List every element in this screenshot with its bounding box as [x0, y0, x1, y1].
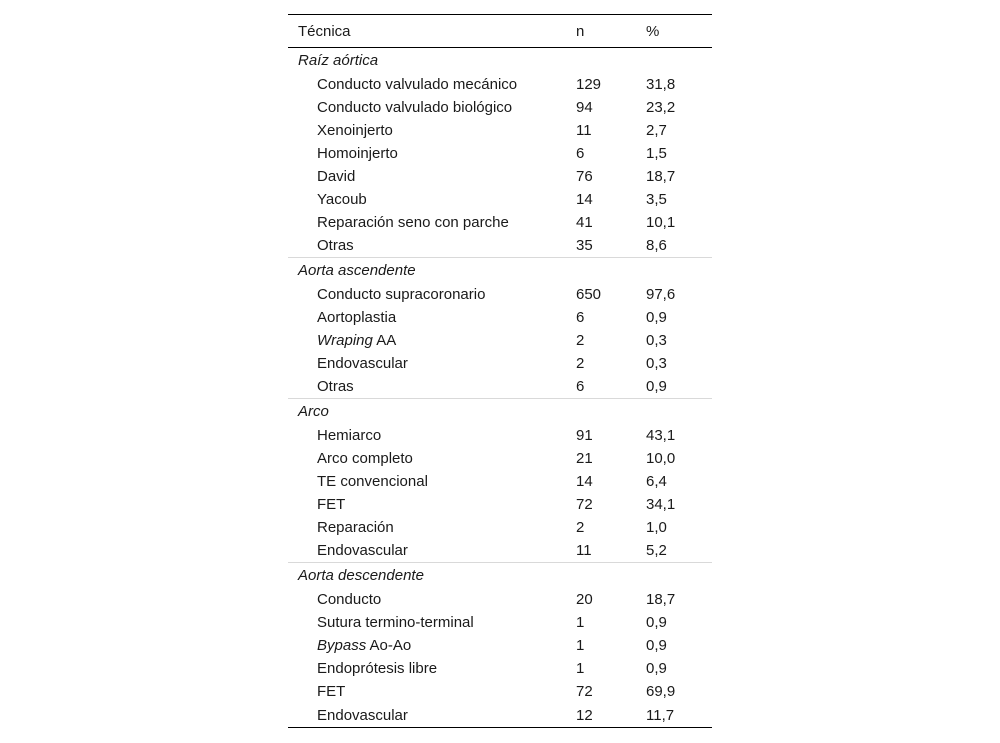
table-row: [288, 703, 712, 728]
row-label: [288, 634, 576, 657]
row-pct: 31,8: [646, 76, 676, 93]
table-row: [288, 588, 712, 611]
row-label: Arco completo: [317, 450, 413, 467]
group-title: Aorta ascendente: [288, 258, 712, 284]
row-label: Reparación: [317, 519, 394, 536]
row-label: Reparación seno con parche: [317, 214, 509, 231]
row-label: TE convencional: [317, 473, 428, 490]
table-row: [288, 657, 712, 680]
row-label-rest: Ao-Ao: [366, 637, 412, 654]
row-label: Otras: [317, 237, 354, 254]
row-n: 14: [576, 473, 593, 490]
row-n: 6: [576, 145, 585, 162]
row-label: Aortoplastia: [317, 309, 397, 326]
row-label-italic: Bypass: [317, 637, 367, 654]
row-n: 1: [576, 660, 585, 677]
row-n: 11: [576, 542, 592, 559]
header-row: [288, 15, 712, 48]
row-n: 11: [576, 122, 592, 139]
row-pct: 6,4: [646, 473, 667, 490]
row-label: Xenoinjerto: [317, 122, 393, 139]
group-header-row: [288, 399, 712, 425]
row-label: Otras: [317, 378, 354, 395]
row-pct: 5,2: [646, 542, 667, 559]
row-n: 72: [576, 496, 593, 513]
row-pct: 3,5: [646, 191, 667, 208]
techniques-table-container: [288, 14, 712, 728]
row-n: 2: [576, 332, 585, 349]
group-title: Raíz aórtica: [298, 52, 379, 69]
row-label: Endoprótesis libre: [317, 660, 438, 677]
row-n: 35: [576, 237, 593, 254]
row-pct: 18,7: [646, 591, 676, 608]
table-row: [288, 73, 712, 96]
row-n: 14: [576, 191, 593, 208]
table-row: [288, 96, 712, 119]
row-n: 12: [576, 703, 646, 728]
row-label: Conducto valvulado biológico: [317, 99, 513, 116]
table-row: [288, 119, 712, 142]
header-n: n: [576, 15, 646, 48]
table-header: [288, 15, 712, 48]
row-pct: 1,5: [646, 145, 667, 162]
row-pct: 43,1: [646, 427, 676, 444]
row-label: Conducto supracoronario: [317, 286, 486, 303]
table-row: [288, 142, 712, 165]
row-pct: 97,6: [646, 286, 676, 303]
row-pct: 1,0: [646, 519, 667, 536]
header-pct: %: [646, 15, 712, 48]
table-row: [288, 375, 712, 399]
row-label: Conducto: [317, 591, 382, 608]
row-n: 72: [576, 683, 593, 700]
row-label: Sutura termino-terminal: [317, 614, 474, 631]
row-n: 650: [576, 286, 602, 303]
row-label: FET: [317, 683, 346, 700]
table-row: [288, 516, 712, 539]
row-n: 20: [576, 591, 593, 608]
table-row: [288, 165, 712, 188]
group-title: Arco: [288, 399, 712, 425]
table-row: [288, 211, 712, 234]
row-pct: 34,1: [646, 496, 676, 513]
row-label: Homoinjerto: [317, 145, 398, 162]
group-header-row: [288, 258, 712, 284]
row-n: 2: [576, 519, 585, 536]
row-label-rest: AA: [372, 332, 397, 349]
row-n: 91: [576, 427, 593, 444]
row-pct: 0,9: [646, 378, 667, 395]
row-n: 21: [576, 450, 593, 467]
table-row: [288, 447, 712, 470]
table-row: [288, 493, 712, 516]
row-pct: 0,9: [646, 660, 667, 677]
table-body: [288, 48, 712, 728]
table-row: [288, 680, 712, 703]
table-row: [288, 352, 712, 375]
row-pct: 23,2: [646, 99, 676, 116]
table-row: [288, 470, 712, 493]
table-row: [288, 634, 712, 657]
table-row: [288, 424, 712, 447]
row-pct: 0,3: [646, 355, 667, 372]
row-pct: 8,6: [646, 237, 667, 254]
row-n: 6: [576, 309, 585, 326]
row-label-italic: Wraping: [317, 332, 373, 349]
row-label: Endovascular: [317, 542, 408, 559]
row-n: 129: [576, 76, 602, 93]
row-n: 6: [576, 378, 585, 395]
table-row: [288, 234, 712, 258]
row-n: 41: [576, 214, 593, 231]
row-label: Endovascular: [288, 703, 576, 728]
row-label: Endovascular: [317, 355, 408, 372]
row-label: David: [317, 168, 356, 185]
row-label: Yacoub: [317, 191, 367, 208]
table-row: [288, 306, 712, 329]
table-row: [288, 188, 712, 211]
row-pct: 0,9: [646, 637, 667, 654]
group-title: Aorta descendente: [288, 563, 712, 589]
table-row: [288, 329, 712, 352]
row-pct: 0,9: [646, 309, 667, 326]
table-row: [288, 611, 712, 634]
row-pct: 0,9: [646, 614, 667, 631]
techniques-table: [288, 14, 712, 728]
group-header-row: [288, 48, 712, 74]
row-pct: 11,7: [646, 703, 712, 728]
header-tecnica: Técnica: [288, 15, 576, 48]
row-n: 76: [576, 168, 593, 185]
row-pct: 0,3: [646, 332, 667, 349]
row-label: [288, 329, 576, 352]
row-pct: 69,9: [646, 683, 676, 700]
row-pct: 10,1: [646, 214, 676, 231]
row-n: 94: [576, 99, 593, 116]
table-row: [288, 539, 712, 563]
table-row: [288, 283, 712, 306]
row-n: 1: [576, 614, 585, 631]
row-pct: 18,7: [646, 168, 676, 185]
row-n: 1: [576, 637, 585, 654]
row-label: Hemiarco: [317, 427, 382, 444]
row-label: Conducto valvulado mecánico: [317, 76, 518, 93]
group-header-row: [288, 563, 712, 589]
row-pct: 10,0: [646, 450, 676, 467]
row-label: FET: [317, 496, 346, 513]
row-n: 2: [576, 355, 585, 372]
row-pct: 2,7: [646, 122, 667, 139]
